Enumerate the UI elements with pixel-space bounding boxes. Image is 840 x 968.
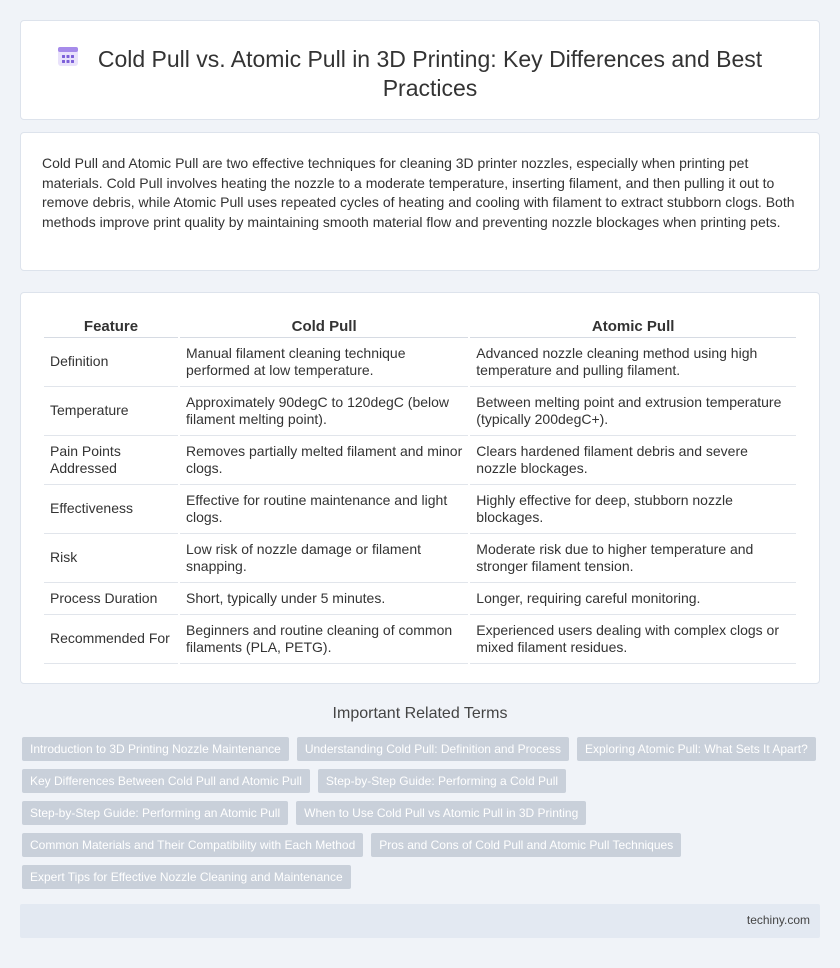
row-feature: Risk	[44, 534, 178, 583]
related-term-tag[interactable]: When to Use Cold Pull vs Atomic Pull in 3D Printing	[296, 801, 586, 825]
row-atomic-pull: Moderate risk due to higher temperature and stronger filament tension.	[470, 534, 796, 583]
row-atomic-pull: Highly effective for deep, stubborn nozzle blockages.	[470, 485, 796, 534]
table-row	[44, 534, 796, 583]
related-terms-list	[22, 737, 822, 897]
footer	[20, 904, 820, 938]
row-cold-pull: Effective for routine maintenance and light clogs.	[180, 485, 468, 534]
row-atomic-pull: Advanced nozzle cleaning method using high temperature and pulling filament.	[470, 338, 796, 387]
table-row	[44, 485, 796, 534]
related-term-tag[interactable]: Key Differences Between Cold Pull and Atomic Pull	[22, 769, 310, 793]
row-feature: Effectiveness	[44, 485, 178, 534]
related-term-tag[interactable]: Step-by-Step Guide: Performing an Atomic Pull	[22, 801, 288, 825]
related-term-tag[interactable]: Exploring Atomic Pull: What Sets It Apart?	[577, 737, 816, 761]
related-term-tag[interactable]: Common Materials and Their Compatibility with Each Method	[22, 833, 363, 857]
intro-card	[20, 132, 820, 271]
row-cold-pull: Removes partially melted filament and minor clogs.	[180, 436, 468, 485]
comparison-table-card	[20, 292, 820, 684]
table-row	[44, 615, 796, 664]
row-atomic-pull: Experienced users dealing with complex clogs or mixed filament residues.	[470, 615, 796, 664]
row-cold-pull: Beginners and routine cleaning of common filaments (PLA, PETG).	[180, 615, 468, 664]
row-atomic-pull: Clears hardened filament debris and severe nozzle blockages.	[470, 436, 796, 485]
footer-site-link[interactable]: techiny.com	[746, 913, 810, 927]
table-row	[44, 387, 796, 436]
related-term-tag[interactable]: Introduction to 3D Printing Nozzle Maintenance	[22, 737, 289, 761]
related-term-tag[interactable]: Step-by-Step Guide: Performing a Cold Pull	[318, 769, 566, 793]
column-header-atomic-pull: Atomic Pull	[470, 316, 796, 338]
comparison-table	[42, 316, 798, 664]
related-terms-heading: Important Related Terms	[332, 705, 508, 722]
column-header-cold-pull: Cold Pull	[180, 316, 468, 338]
related-term-tag[interactable]: Understanding Cold Pull: Definition and Process	[297, 737, 569, 761]
header-card	[20, 20, 820, 120]
row-cold-pull: Manual filament cleaning technique performed at low temperature.	[180, 338, 468, 387]
table-row	[44, 436, 796, 485]
row-cold-pull: Low risk of nozzle damage or filament snapping.	[180, 534, 468, 583]
row-cold-pull: Approximately 90degC to 120degC (below filament melting point).	[180, 387, 468, 436]
intro-paragraph: Cold Pull and Atomic Pull are two effective techniques for cleaning 3D printer nozzles, especially when printing pet materials. Cold Pull involves heating the nozzle to a moderate temperature, inserting filament, and then pulling it out to remove debris, while Atomic Pull uses repeated cycles of heating and cooling with filament to extract stubborn clogs. Both methods improve print quality by maintaining smooth material flow and preventing nozzle blockages when printing pets.	[42, 155, 795, 230]
table-header-row	[44, 316, 796, 338]
row-feature: Definition	[44, 338, 178, 387]
row-feature: Pain Points Addressed	[44, 436, 178, 485]
row-feature: Temperature	[44, 387, 178, 436]
row-feature: Process Duration	[44, 583, 178, 615]
table-row	[44, 338, 796, 387]
row-atomic-pull: Longer, requiring careful monitoring.	[470, 583, 796, 615]
table-row	[44, 583, 796, 615]
row-cold-pull: Short, typically under 5 minutes.	[180, 583, 468, 615]
column-header-feature: Feature	[44, 316, 178, 338]
row-atomic-pull: Between melting point and extrusion temperature (typically 200degC+).	[470, 387, 796, 436]
related-term-tag[interactable]: Pros and Cons of Cold Pull and Atomic Pull Techniques	[371, 833, 681, 857]
row-feature: Recommended For	[44, 615, 178, 664]
page-title: Cold Pull vs. Atomic Pull in 3D Printing: Key Differences and Best Practices	[97, 46, 763, 101]
related-term-tag[interactable]: Expert Tips for Effective Nozzle Cleaning and Maintenance	[22, 865, 351, 889]
